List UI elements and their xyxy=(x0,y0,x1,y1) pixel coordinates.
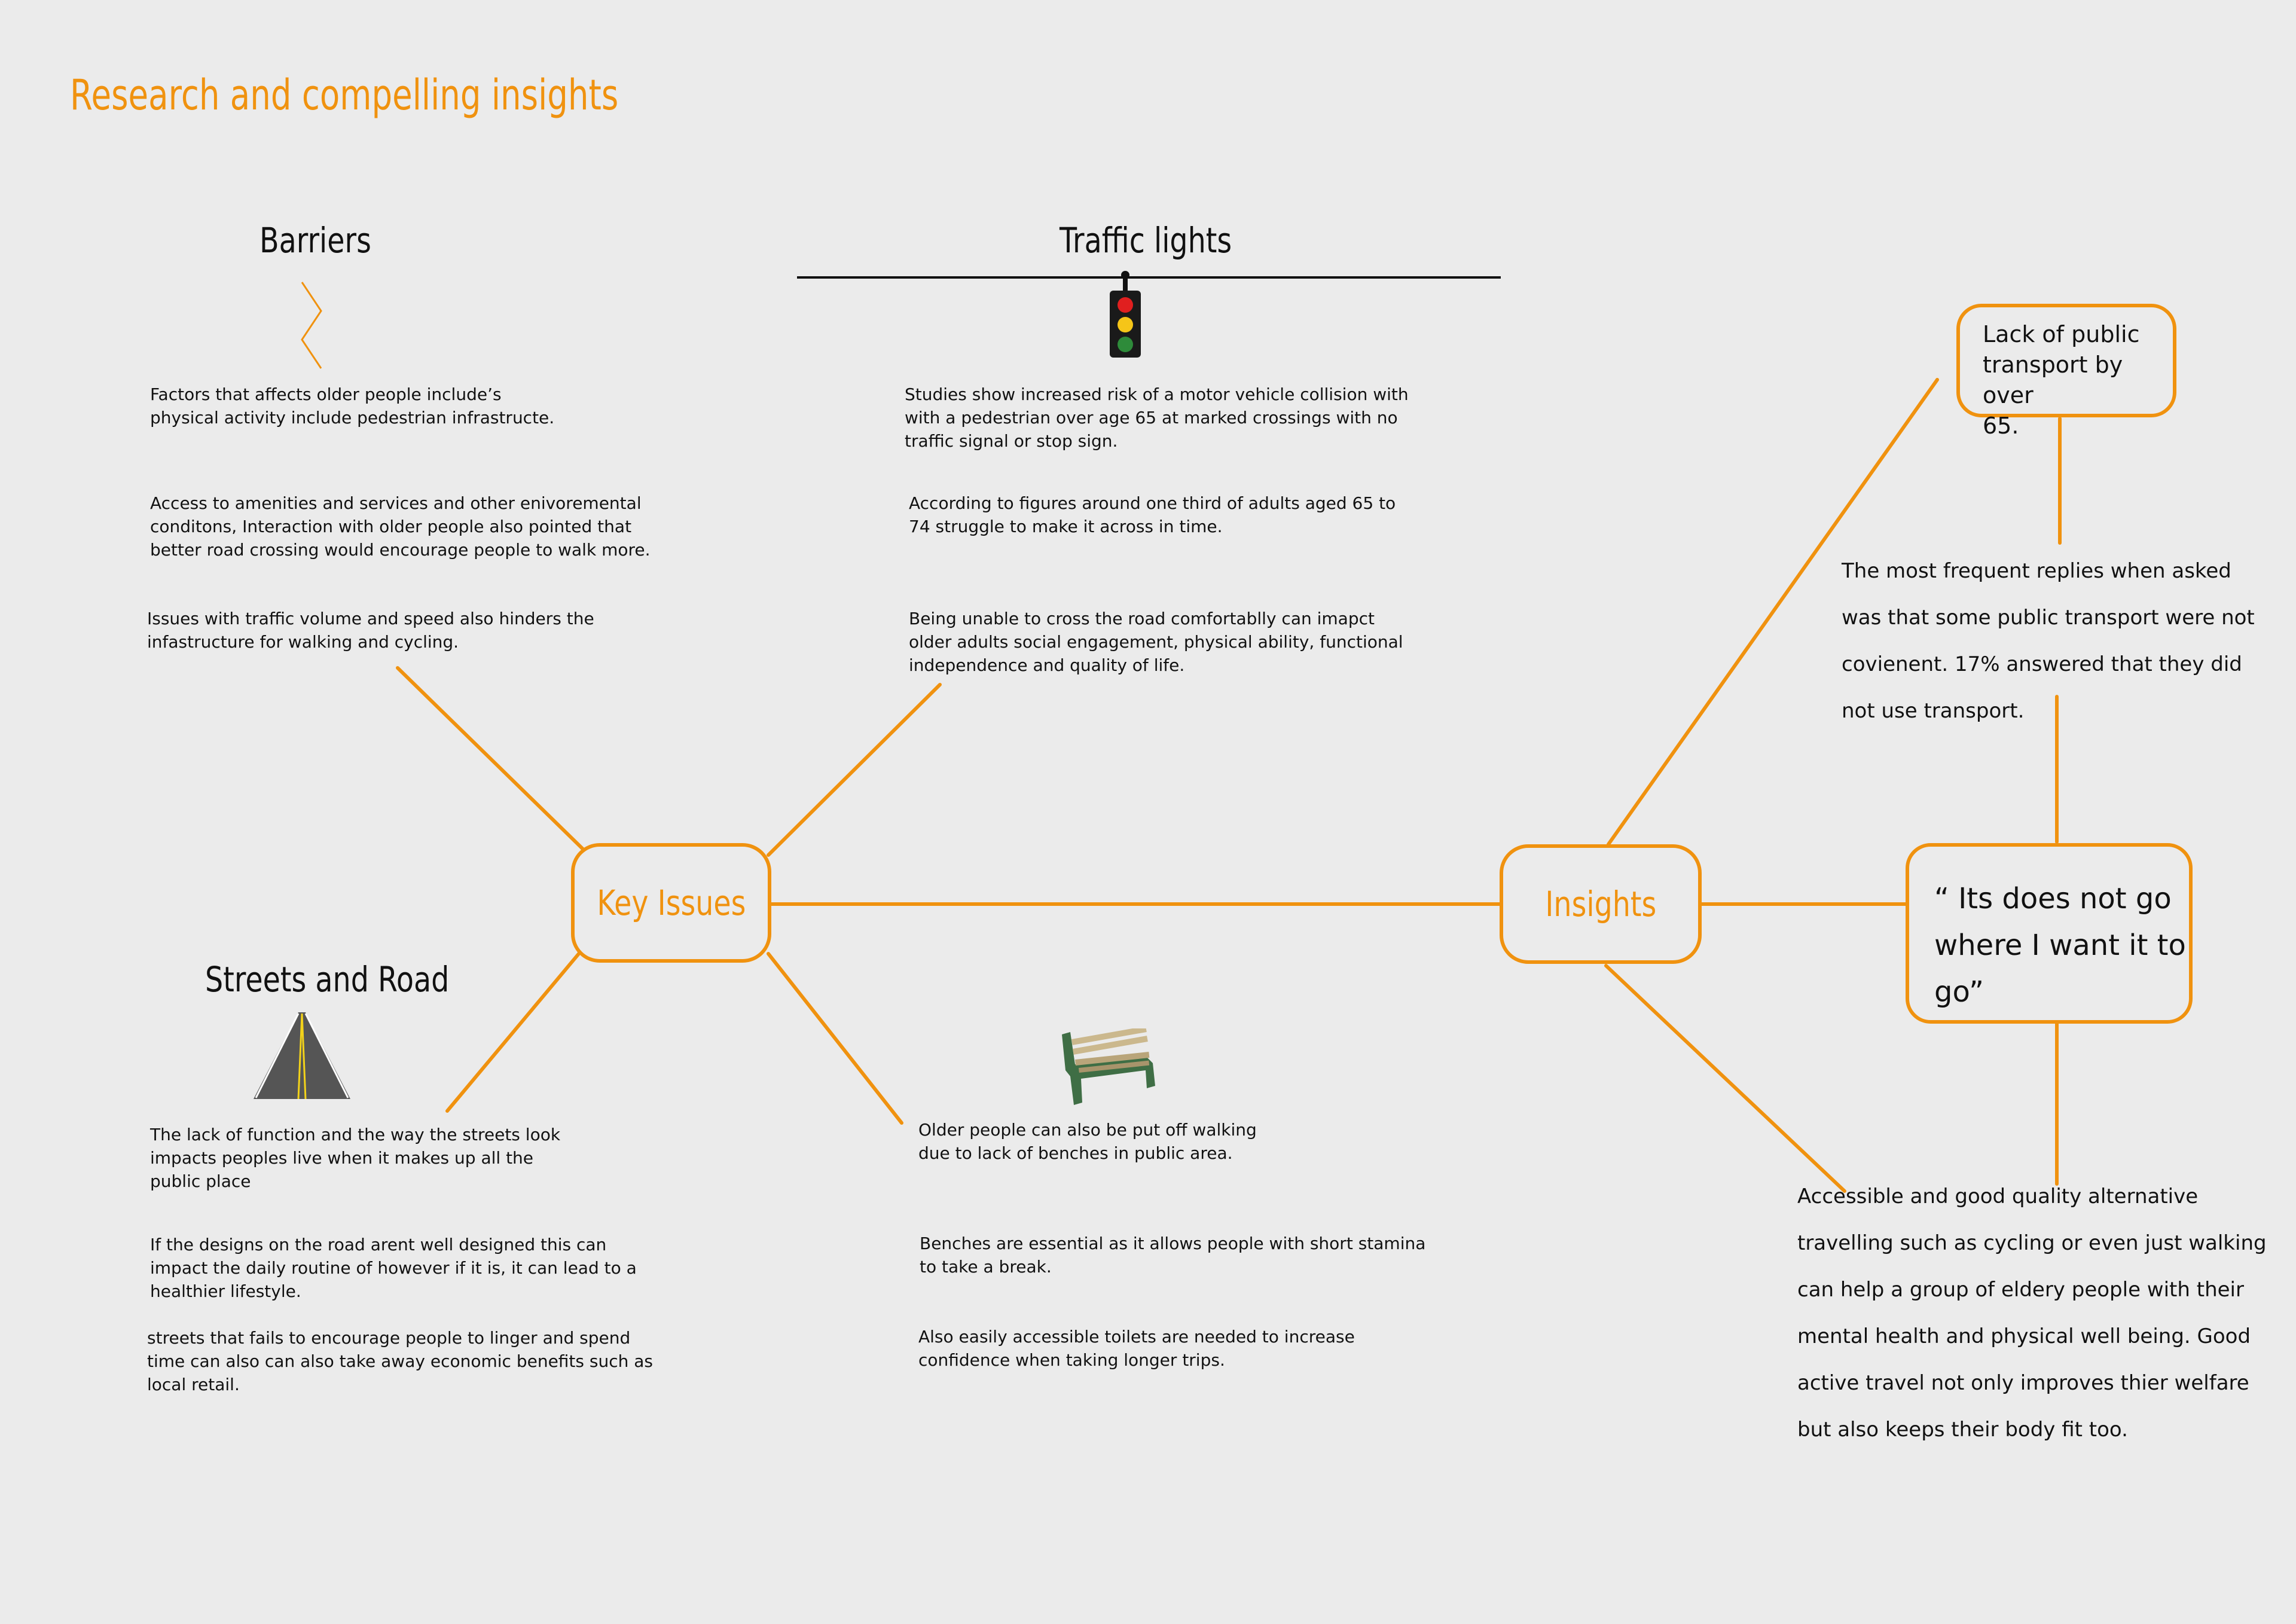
streets-paragraph: The lack of function and the way the streets look impacts peoples live when it makes up all the public place xyxy=(150,1125,561,1191)
transport-insight-box xyxy=(1956,304,2176,439)
traffic-paragraph: Studies show increased risk of a motor vehicle collision with with a pedestrian over age 65 at marked crossings with no traffic signal or stop sign. xyxy=(905,384,1409,451)
insights-node xyxy=(1500,844,1702,964)
page-title: Research and compelling insights xyxy=(70,71,619,120)
connector-benches xyxy=(768,954,902,1123)
zigzag-icon xyxy=(302,282,321,368)
barriers-title: Barriers xyxy=(259,220,371,261)
connector-barriers xyxy=(398,668,583,849)
benches-paragraph: Benches are essential as it allows people with short stamina to take a break. xyxy=(920,1234,1426,1277)
streets-title: Streets and Road xyxy=(205,959,450,1000)
bench-icon xyxy=(1057,1028,1160,1106)
streets-paragraph: If the designs on the road arent well designed this can impact the daily routine of however if it is, it can lead to a healthier lifestyle. xyxy=(150,1235,637,1301)
insights-label: Insights xyxy=(1545,884,1656,924)
transport-insight-text: Lack of public transport by over 65. xyxy=(1983,321,2140,439)
transport-replies-text: The most frequent replies when asked was that some public transport were not covienent. 17% answered that they did not use transport. xyxy=(1842,559,2255,723)
barriers-paragraph: Factors that affects older people include’s physical activity include pedestrian infrastructe. xyxy=(150,384,555,428)
key-issues-label: Key Issues xyxy=(596,883,746,923)
key-issues-node xyxy=(571,843,771,963)
connector-insights-active xyxy=(1606,966,1845,1191)
benches-paragraph: Also easily accessible toilets are needed to increase confidence when taking longer trips. xyxy=(918,1327,1355,1370)
traffic-paragraph: According to figures around one third of adults aged 65 to 74 struggle to make it across in time. xyxy=(909,493,1396,536)
quote-text: “ Its does not go where I want it to go” xyxy=(1934,882,2186,1009)
barriers-paragraph: Issues with traffic volume and speed also hinders the infastructure for walking and cycling. xyxy=(147,609,594,652)
active-travel-text: Accessible and good quality alternative travelling such as cycling or even just walking can help a group of eldery people with their mental health and physical well being. Good active travel not only improves thier welfare but also keeps their body fit too. xyxy=(1797,1185,2267,1442)
traffic-light-icon xyxy=(1107,270,1143,360)
road-icon xyxy=(254,1012,350,1099)
barriers-paragraph: Access to amenities and services and other enivoremental conditons, Interaction with older people also pointed that better road crossing would encourage people to walk more. xyxy=(150,493,651,560)
connector-streets xyxy=(447,954,579,1111)
quote-box xyxy=(1906,843,2193,1024)
traffic-lights-title: Traffic lights xyxy=(1060,220,1232,261)
connector-traffic xyxy=(768,685,940,855)
streets-paragraph: streets that fails to encourage people to linger and spend time can also can also take away economic benefits such as local retail. xyxy=(147,1328,654,1394)
traffic-paragraph: Being unable to cross the road comfortablly can imapct older adults social engagement, physical ability, functional independence and quality of life. xyxy=(909,609,1403,675)
benches-paragraph: Older people can also be put off walking due to lack of benches in public area. xyxy=(918,1120,1257,1163)
